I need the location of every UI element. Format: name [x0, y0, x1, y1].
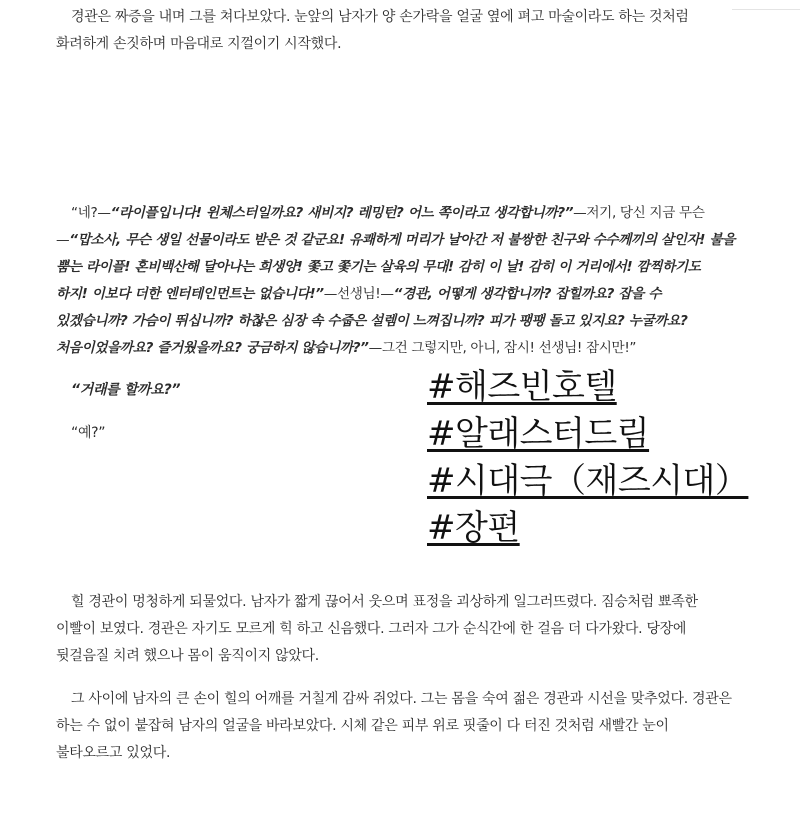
dialogue-stranger-birthday: “맙소사, 무슨 생일 선물이라도 받은 것 같군요! 유쾌하게 머리가 날아간 저 불쌍한 친구와 수수께끼의 살인자! 불을 뿜는 라이플! 혼비백산해 달아나는 희생양! 쫓고 쫓기는 살육의 무대! 감히 이 날! 감히 이 거리에서! 깜찍하기도 하지! 이보다 더한 엔터테인먼트는 없습니다!” — [56, 232, 736, 302]
hashtag-period-jazz-age[interactable]: #시대극（재즈시대） — [427, 461, 749, 501]
story-paragraph-6: 그 사이에 남자의 큰 손이 힐의 어깨를 거칠게 감싸 쥐었다. 그는 몸을 숙여 젊은 경관과 시선을 맞추었다. 경관은 하는 수 없이 붙잡혀 남자의 얼굴을 바라보았다. 시체 같은 피부 위로 핏줄이 다 터진 것처럼 새빨간 눈이 불타오르고 있었다. — [56, 691, 732, 761]
story-paragraph-5: 힐 경관이 멍청하게 되물었다. 남자가 짧게 끊어서 웃으며 표정을 괴상하게 일그러뜨렸다. 짐승처럼 뾰족한 이빨이 보였다. 경관은 자기도 모르게 힉 하고 신음했다. 그러자 그가 순식간에 한 걸음 더 다가왔다. 당장에 뒷걸음질 치려 했으나 몸이 움직이지 않았다. — [56, 594, 698, 664]
story-paragraph-dialogue — [56, 200, 736, 362]
hashtag-hazbin-hotel[interactable]: #해즈빈호텔 — [427, 367, 617, 407]
dialogue-officer-3: —선생님!— — [323, 286, 394, 302]
story-paragraph-1: 경관은 짜증을 내며 그를 쳐다보았다. 눈앞의 남자가 양 손가락을 얼굴 옆에 펴고 마술이라도 하는 것처럼 화려하게 손짓하며 마음대로 지껄이기 시작했다. — [56, 9, 689, 52]
dialogue-stranger-question: “경관, 어떻게 생각합니까? 잡힐까요? 잡을 수 있겠습니까? 가슴이 뛰십니까? 하찮은 심장 속 수줍은 설렘이 느껴집니까? 피가 팽팽 돌고 있지요? 누굴까요? 처음이었을까요? 즐거웠을까요? 궁금하지 않습니까?” — [56, 286, 688, 356]
dialogue-officer-4: —그건 그렇지만, 아니, 잠시! 선생님! 잠시만!” — [368, 340, 637, 356]
top-divider — [732, 9, 800, 10]
dialogue-officer-2: —저기, 당신 지금 무슨— — [56, 205, 705, 248]
story-line-deal: “거래를 할까요?” — [71, 382, 181, 398]
dialogue-officer-1: “네?— — [71, 205, 111, 221]
dialogue-stranger-rifle: “라이플입니다! 윈체스터일까요? 새비지? 레밍턴? 어느 쪽이라고 생각합니까?” — [110, 205, 574, 221]
hashtag-alastor-dream[interactable]: #알래스터드림 — [427, 414, 650, 454]
hashtag-long-fic[interactable]: #장편 — [427, 508, 520, 548]
story-line-reply: “예?” — [71, 425, 106, 441]
hashtag-list — [427, 364, 748, 552]
